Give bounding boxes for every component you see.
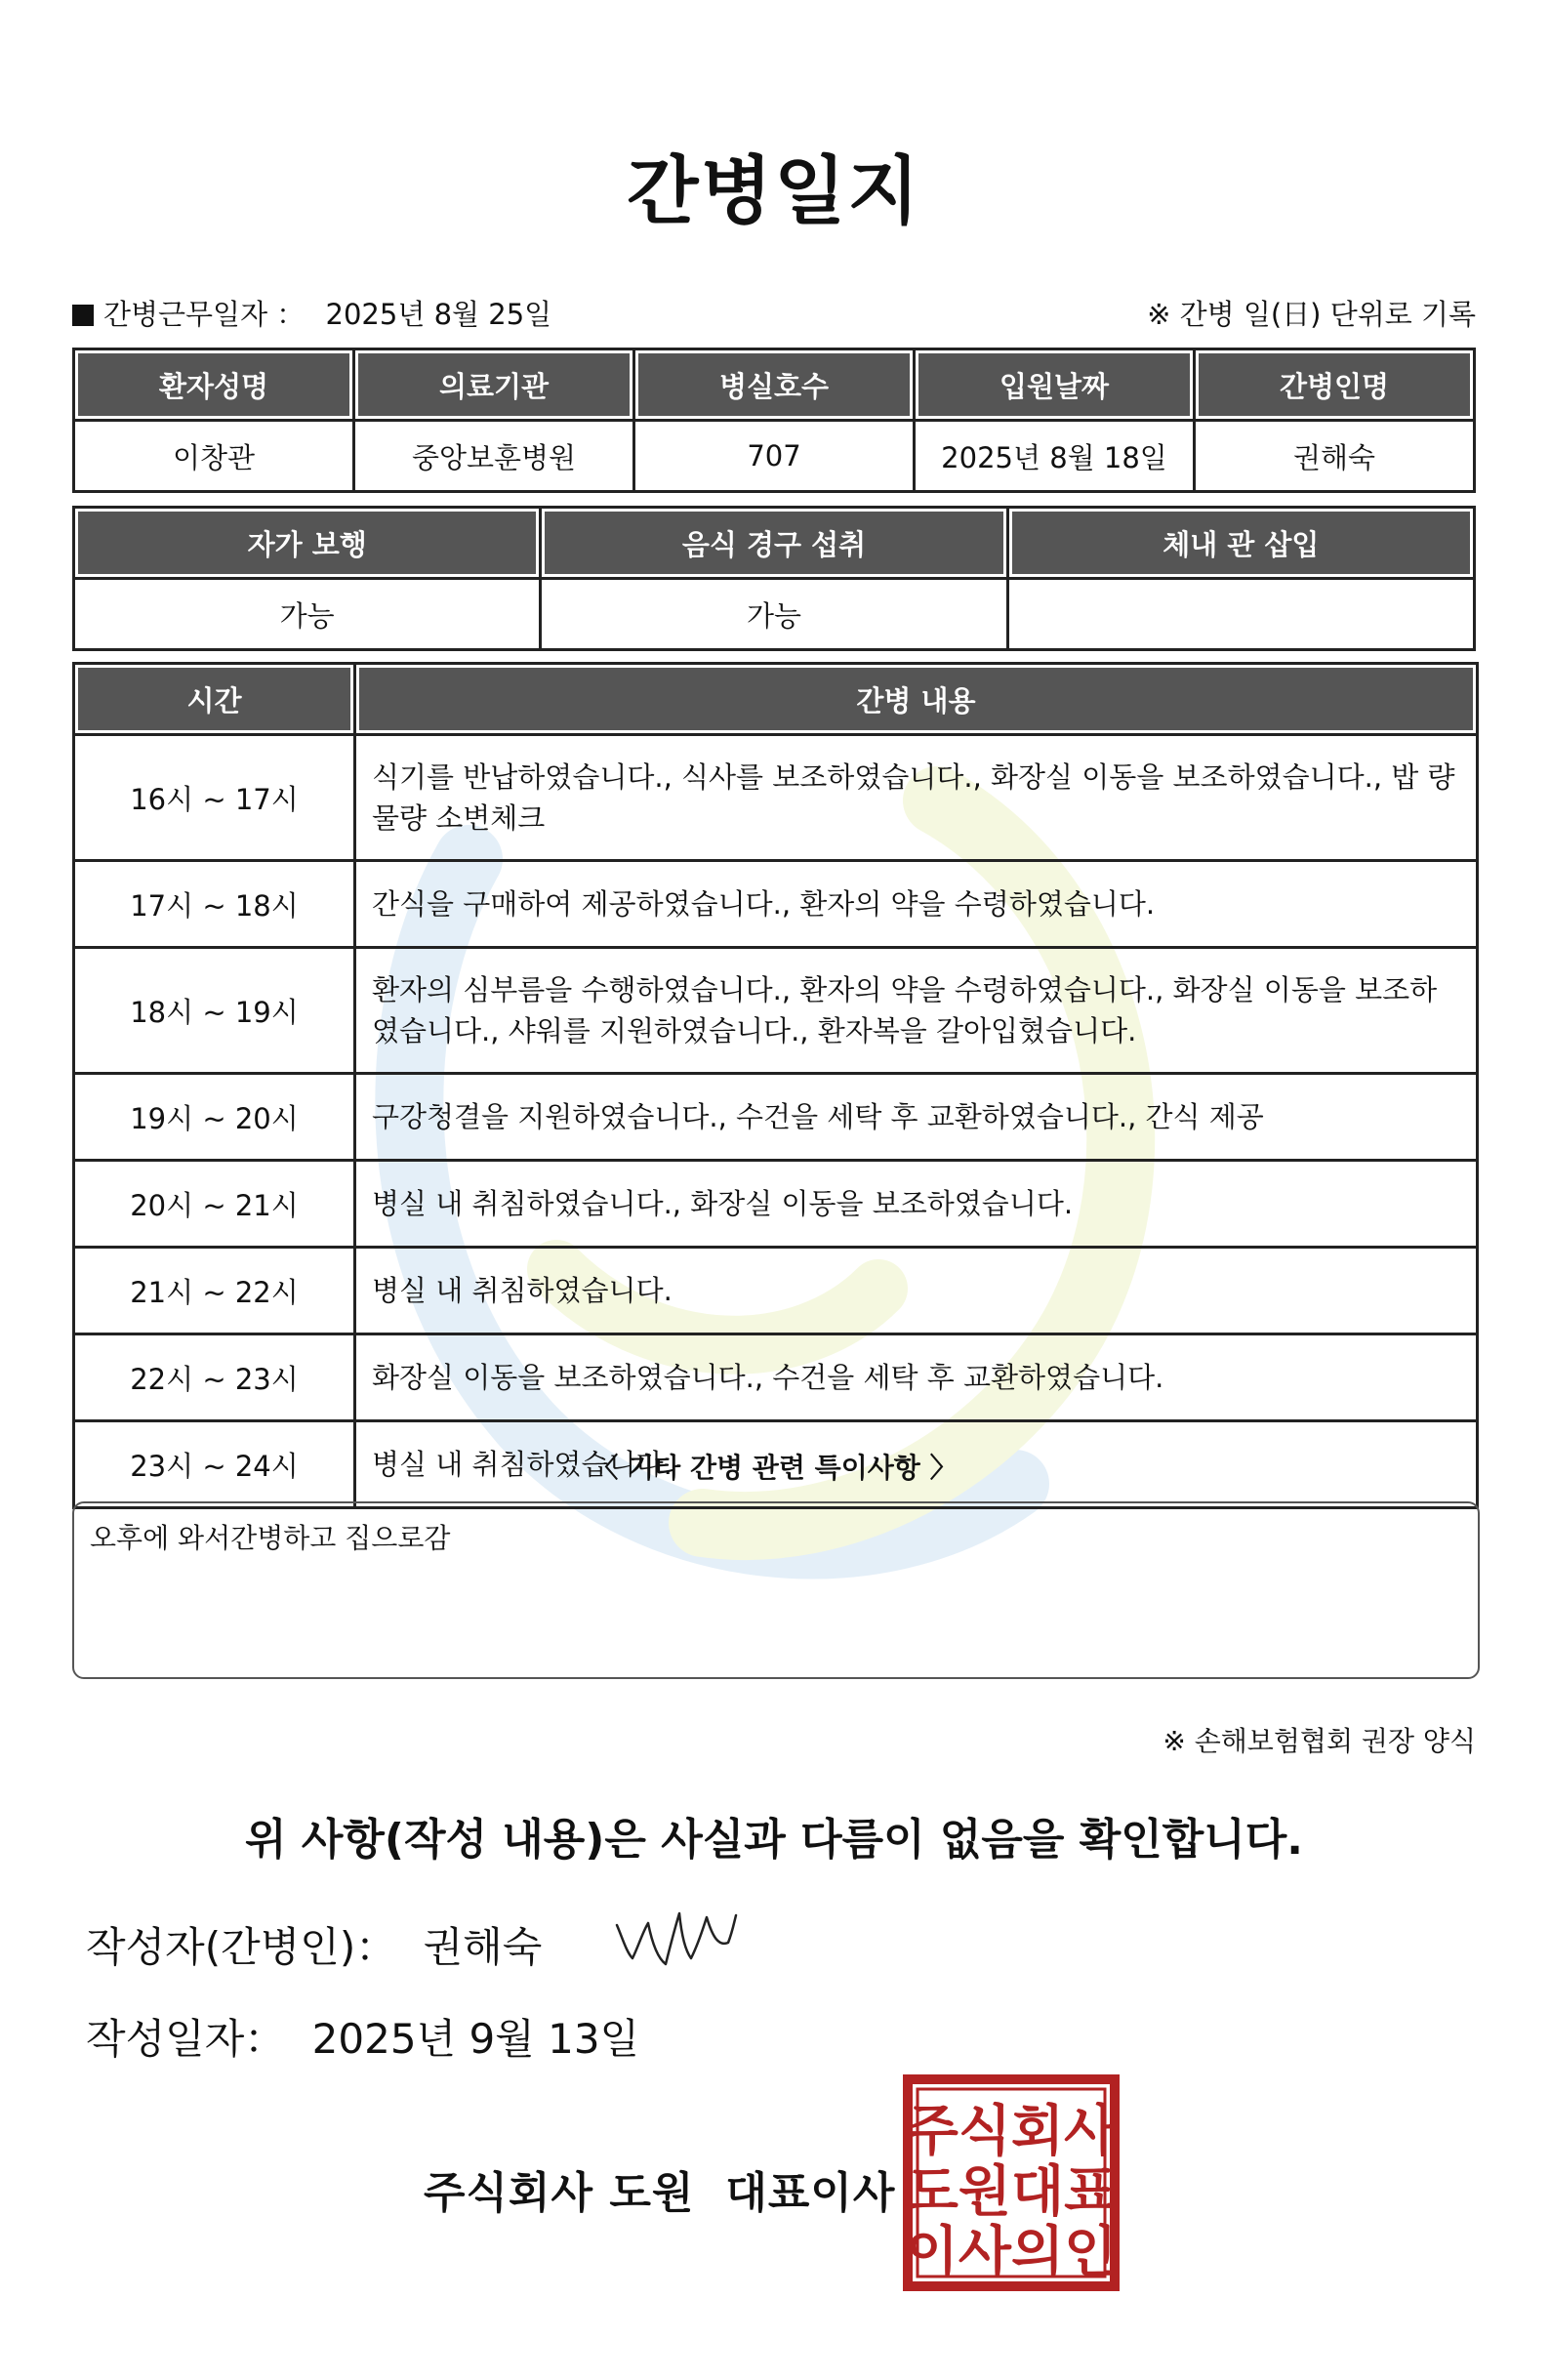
date-line bbox=[86, 2007, 639, 2066]
content-cell: 병실 내 취침하였습니다., 화장실 이동을 보조하였습니다. bbox=[355, 1161, 1478, 1248]
time-cell: 19시 ~ 20시 bbox=[74, 1074, 355, 1161]
header-content: 간병 내용 bbox=[355, 664, 1478, 735]
date-label: 작성일자： bbox=[86, 2015, 286, 2063]
patient-name: 이창관 bbox=[74, 421, 354, 492]
header-admission-date: 입원날짜 bbox=[915, 349, 1195, 421]
content-cell: 화장실 이동을 보조하였습니다., 수건을 세탁 후 교환하였습니다. bbox=[355, 1334, 1478, 1421]
tube-value bbox=[1007, 579, 1474, 650]
notes-box: 오후에 와서간병하고 집으로감 bbox=[72, 1501, 1480, 1679]
recommend-note: ※ 손해보험협회 권장 양식 bbox=[1162, 1725, 1476, 1757]
header-time: 시간 bbox=[74, 664, 355, 735]
header-hospital: 의료기관 bbox=[354, 349, 634, 421]
header-tube: 체내 관 삽입 bbox=[1007, 508, 1474, 579]
work-date-value: 2025년 8월 25일 bbox=[325, 298, 552, 331]
notes-caption: 〈 기타 간병 관련 특이사항 〉 bbox=[591, 1452, 958, 1484]
svg-text:주식회사: 주식회사 bbox=[905, 2100, 1118, 2163]
content-cell: 구강청결을 지원하였습니다., 수건을 세탁 후 교환하였습니다., 간식 제공 bbox=[355, 1074, 1478, 1161]
unit-note: ※ 간병 일(日) 단위로 기록 bbox=[1147, 298, 1476, 331]
caregiver-name: 권해숙 bbox=[1195, 421, 1475, 492]
content-cell: 병실 내 취침하였습니다. bbox=[355, 1248, 1478, 1334]
header-oral-intake: 음식 경구 섭취 bbox=[541, 508, 1007, 579]
writer-label: 작성자(간병인)： bbox=[86, 1923, 397, 1971]
hospital-name: 중앙보훈병원 bbox=[354, 421, 634, 492]
table-row bbox=[74, 735, 1478, 861]
svg-text:도원대표: 도원대표 bbox=[905, 2160, 1118, 2224]
page-title: 간병일지 bbox=[627, 147, 921, 234]
patient-header-row bbox=[74, 349, 1475, 421]
time-cell: 17시 ~ 18시 bbox=[74, 861, 355, 948]
time-cell: 18시 ~ 19시 bbox=[74, 948, 355, 1074]
table-row bbox=[74, 1161, 1478, 1248]
handwritten-signature bbox=[609, 1904, 746, 1972]
status-header-row bbox=[74, 508, 1475, 579]
work-date-label: 간병근무일자 ： bbox=[103, 298, 306, 331]
room-number: 707 bbox=[634, 421, 915, 492]
time-cell: 21시 ~ 22시 bbox=[74, 1248, 355, 1334]
company-seal-stamp bbox=[902, 2073, 1121, 2292]
patient-value-row bbox=[74, 421, 1475, 492]
header-caregiver: 간병인명 bbox=[1195, 349, 1475, 421]
work-date bbox=[72, 293, 551, 333]
confirmation-statement: 위 사항(작성 내용)은 사실과 다름이 없음을 확인합니다. bbox=[245, 1815, 1303, 1865]
square-bullet-icon bbox=[72, 305, 94, 326]
time-cell: 20시 ~ 21시 bbox=[74, 1161, 355, 1248]
patient-info-table bbox=[72, 348, 1476, 493]
care-log-header-row bbox=[74, 664, 1478, 735]
care-log-table bbox=[72, 662, 1479, 1509]
walking-value: 가능 bbox=[74, 579, 541, 650]
time-cell: 22시 ~ 23시 bbox=[74, 1334, 355, 1421]
content-cell: 간식을 구매하여 제공하였습니다., 환자의 약을 수령하였습니다. bbox=[355, 861, 1478, 948]
company-name: 주식회사 도원 bbox=[424, 2168, 695, 2218]
table-row bbox=[74, 1334, 1478, 1421]
company-role: 대표이사 bbox=[725, 2168, 896, 2218]
content-cell: 병실 내 취침하였습니다. bbox=[355, 1421, 1478, 1508]
status-value-row bbox=[74, 579, 1475, 650]
table-row bbox=[74, 1248, 1478, 1334]
oral-intake-value: 가능 bbox=[541, 579, 1007, 650]
writer-line bbox=[86, 1915, 542, 1974]
writer-name: 권해숙 bbox=[423, 1923, 543, 1971]
svg-text:이사의인: 이사의인 bbox=[905, 2221, 1118, 2284]
content-cell: 식기를 반납하였습니다., 식사를 보조하였습니다., 화장실 이동을 보조하였습니다., 밥 량 물량 소변체크 bbox=[355, 735, 1478, 861]
meta-row bbox=[72, 293, 1476, 333]
table-row bbox=[74, 948, 1478, 1074]
time-cell: 23시 ~ 24시 bbox=[74, 1421, 355, 1508]
company-line bbox=[424, 2157, 895, 2220]
header-patient-name: 환자성명 bbox=[74, 349, 354, 421]
header-room: 병실호수 bbox=[634, 349, 915, 421]
time-cell: 16시 ~ 17시 bbox=[74, 735, 355, 861]
content-cell: 환자의 심부름을 수행하였습니다., 환자의 약을 수령하였습니다., 화장실 이동을 보조하였습니다., 샤워를 지원하였습니다., 환자복을 갈아입혔습니다. bbox=[355, 948, 1478, 1074]
date-value: 2025년 9월 13일 bbox=[311, 2015, 640, 2063]
header-walking: 자가 보행 bbox=[74, 508, 541, 579]
table-row bbox=[74, 861, 1478, 948]
admission-date: 2025년 8월 18일 bbox=[915, 421, 1195, 492]
table-row bbox=[74, 1074, 1478, 1161]
patient-status-table bbox=[72, 506, 1476, 651]
